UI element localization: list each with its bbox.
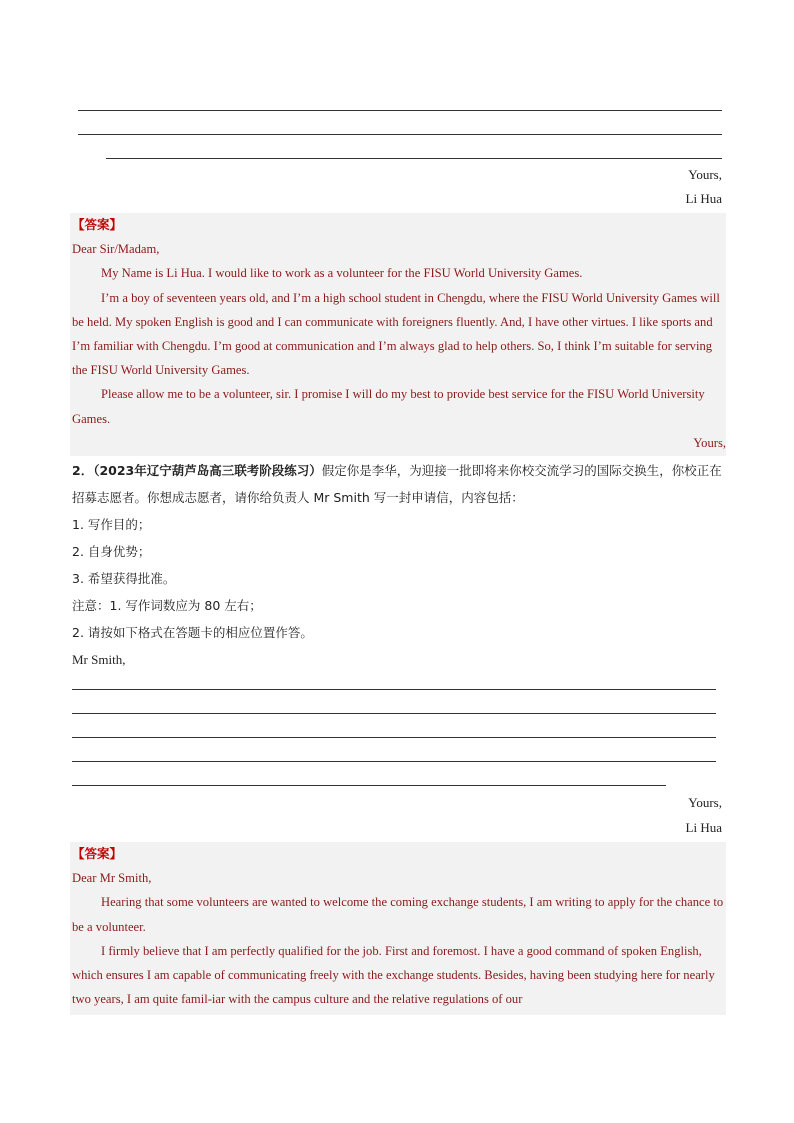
answer-line: [72, 713, 716, 714]
answer-line: [106, 158, 722, 159]
answer-paragraph: I firmly believe that I am perfectly qualified for the job. First and foremost. I have a good command of spoken English, which ensures I am capable of communicating freely with the exchange students. Besides, having been studying here for nearly two years, I am quite famil-iar with the campus culture and the relative regulations of our: [72, 943, 715, 1007]
answer-line: [78, 110, 722, 111]
requirement-item: 1. 写作目的；: [72, 517, 151, 532]
note-line: 注意：1. 写作词数应为 80 左右；: [72, 598, 262, 613]
answer-salutation: Dear Mr Smith,: [72, 871, 152, 886]
answer-salutation: Dear Sir/Madam,: [72, 242, 160, 257]
question-text: 假定你是李华，为迎接一批即将来你校交流学习的国际交换生，你校正在招募志愿者。你想成志愿者，请你给负责人 Mr Smith 写一封申请信，内容包括：: [72, 463, 722, 505]
question-prompt: [72, 457, 724, 511]
letter-salutation: Mr Smith,: [72, 652, 126, 667]
note-line: 2. 请按如下格式在答题卡的相应位置作答。: [72, 625, 313, 640]
question-2: [72, 457, 724, 673]
letter-signature: Li Hua: [685, 191, 722, 206]
answer-paragraph: My Name is Li Hua. I would like to work as a volunteer for the FISU World University Games.: [101, 266, 583, 281]
answer-paragraph: Please allow me to be a volunteer, sir. I promise I will do my best to provide best service for the FISU World University Games.: [72, 387, 705, 426]
answer-tag: 【答案】: [72, 217, 123, 232]
answer-line: [72, 737, 716, 738]
requirement-item: 3. 希望获得批准。: [72, 571, 176, 586]
question-number: 2．: [72, 463, 94, 478]
answer-paragraph: Hearing that some volunteers are wanted to welcome the coming exchange students, I am writing to apply for the chance to be a volunteer.: [72, 895, 724, 934]
letter-signature: Li Hua: [685, 820, 722, 835]
answer-tag: 【答案】: [72, 846, 123, 861]
answer-line: [78, 134, 722, 135]
answer-block-1: [70, 213, 726, 456]
answer-block-2: [70, 842, 726, 1015]
letter-closing: Yours,: [688, 795, 722, 810]
requirement-item: 2. 自身优势；: [72, 544, 151, 559]
question-source: （2023年辽宁葫芦岛高三联考阶段练习）: [93, 463, 322, 478]
answer-line: [72, 761, 716, 762]
letter-closing: Yours,: [688, 167, 722, 182]
answer-line: [72, 785, 666, 786]
answer-line: [72, 689, 716, 690]
answer-paragraph: I’m a boy of seventeen years old, and I’m a high school student in Chengdu, where the FISU World University Games will be held. My spoken English is good and I can communicate with foreigners fluently. And, I have other virtues. I like sports and I’m familiar with Chengdu. I’m good at communication and I’m always glad to help others. So, I think I’m suitable for serving the FISU World University Games.: [72, 290, 720, 378]
answer-closing: Yours,: [693, 435, 726, 450]
